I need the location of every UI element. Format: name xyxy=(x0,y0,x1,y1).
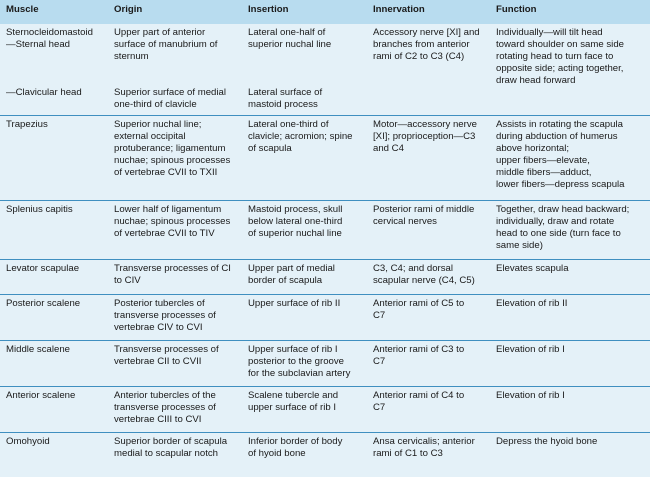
cell-function: Individually—will tilt head toward shoulder on same side rotating head to turn face to opposite side; acting together, draw head forward xyxy=(496,27,624,86)
cell-innervation: C3, C4; and dorsal scapular nerve (C4, C5) xyxy=(367,260,490,295)
cell-muscle: Trapezius xyxy=(0,116,108,201)
cell-muscle: Levator scapulae xyxy=(0,260,108,295)
table-row xyxy=(0,24,650,84)
cell-function: Depress the hyoid bone xyxy=(490,433,650,467)
cell-muscle: Posterior scalene xyxy=(0,295,108,341)
table-row xyxy=(0,433,650,467)
cell-function: Elevation of rib II xyxy=(490,295,650,341)
cell-innervation: Ansa cervicalis; anterior rami of C1 to C3 xyxy=(367,433,490,467)
header-muscle: Muscle xyxy=(0,0,108,24)
table-row xyxy=(0,201,650,260)
cell-innervation xyxy=(367,84,490,116)
table-row xyxy=(0,116,650,201)
cell-function: Elevation of rib I xyxy=(490,387,650,433)
cell-muscle: —Clavicular head xyxy=(6,87,82,98)
cell-origin: Anterior tubercles of the transverse processes of vertebrae CIII to CVI xyxy=(108,387,242,433)
cell-origin: Superior border of scapula medial to scapular notch xyxy=(108,433,242,467)
cell-innervation: Anterior rami of C4 to C7 xyxy=(367,387,490,433)
cell-insertion: Lateral one-third of clavicle; acromion; spine of scapula xyxy=(242,116,367,201)
cell-origin: Superior nuchal line; external occipital protuberance; ligamentum nuchae; spinous processes of vertebrae CVII to TXII xyxy=(108,116,242,201)
cell-function: Elevates scapula xyxy=(490,260,650,295)
cell-muscle: Omohyoid xyxy=(0,433,108,467)
cell-origin: Lower half of ligamentum nuchae; spinous processes of vertebrae CVII to TIV xyxy=(108,201,242,260)
cell-origin: Posterior tubercles of transverse processes of vertebrae CIV to CVI xyxy=(108,295,242,341)
header-row xyxy=(0,0,650,24)
cell-muscle: Sternocleidomastoid —Sternal head xyxy=(6,27,93,50)
cell-origin: Superior surface of medial one-third of clavicle xyxy=(114,87,226,110)
cell-innervation: Accessory nerve [XI] and branches from anterior rami of C2 to C3 (C4) xyxy=(373,27,480,62)
cell-insertion: Scalene tubercle and upper surface of rib I xyxy=(242,387,367,433)
cell-insertion: Mastoid process, skull below lateral one-third of superior nuchal line xyxy=(242,201,367,260)
cell-muscle: Splenius capitis xyxy=(0,201,108,260)
cell-muscle: Anterior scalene xyxy=(0,387,108,433)
cell-innervation: Motor—accessory nerve [XI]; proprioception—C3 and C4 xyxy=(367,116,490,201)
header-function: Function xyxy=(490,0,650,24)
cell-insertion: Upper surface of rib I posterior to the groove for the subclavian artery xyxy=(242,341,367,387)
table-row xyxy=(0,260,650,295)
table-row xyxy=(0,387,650,433)
header-origin: Origin xyxy=(108,0,242,24)
cell-insertion: Inferior border of body of hyoid bone xyxy=(242,433,367,467)
cell-muscle: Middle scalene xyxy=(0,341,108,387)
cell-insertion: Upper surface of rib II xyxy=(242,295,367,341)
table-row xyxy=(0,341,650,387)
cell-insertion: Lateral one-half of superior nuchal line xyxy=(248,27,332,50)
cell-function: Elevation of rib I xyxy=(490,341,650,387)
cell-innervation: Posterior rami of middle cervical nerves xyxy=(367,201,490,260)
table-row xyxy=(0,295,650,341)
cell-origin: Upper part of anterior surface of manubrium of sternum xyxy=(114,27,218,62)
cell-insertion: Upper part of medial border of scapula xyxy=(242,260,367,295)
cell-innervation: Anterior rami of C5 to C7 xyxy=(367,295,490,341)
cell-insertion: Lateral surface of mastoid process xyxy=(248,87,323,110)
header-insertion: Insertion xyxy=(242,0,367,24)
cell-function: Together, draw head backward; individually, draw and rotate head to one side (turn face to same side) xyxy=(490,201,650,260)
cell-origin: Transverse processes of CI to CIV xyxy=(108,260,242,295)
header-innervation: Innervation xyxy=(367,0,490,24)
cell-origin: Transverse processes of vertebrae CII to CVII xyxy=(108,341,242,387)
cell-function: Assists in rotating the scapula during abduction of humerus above horizontal; upper fibers—elevate, middle fibers—adduct, lower fibers—depress scapula xyxy=(490,116,650,201)
cell-innervation: Anterior rami of C3 to C7 xyxy=(367,341,490,387)
